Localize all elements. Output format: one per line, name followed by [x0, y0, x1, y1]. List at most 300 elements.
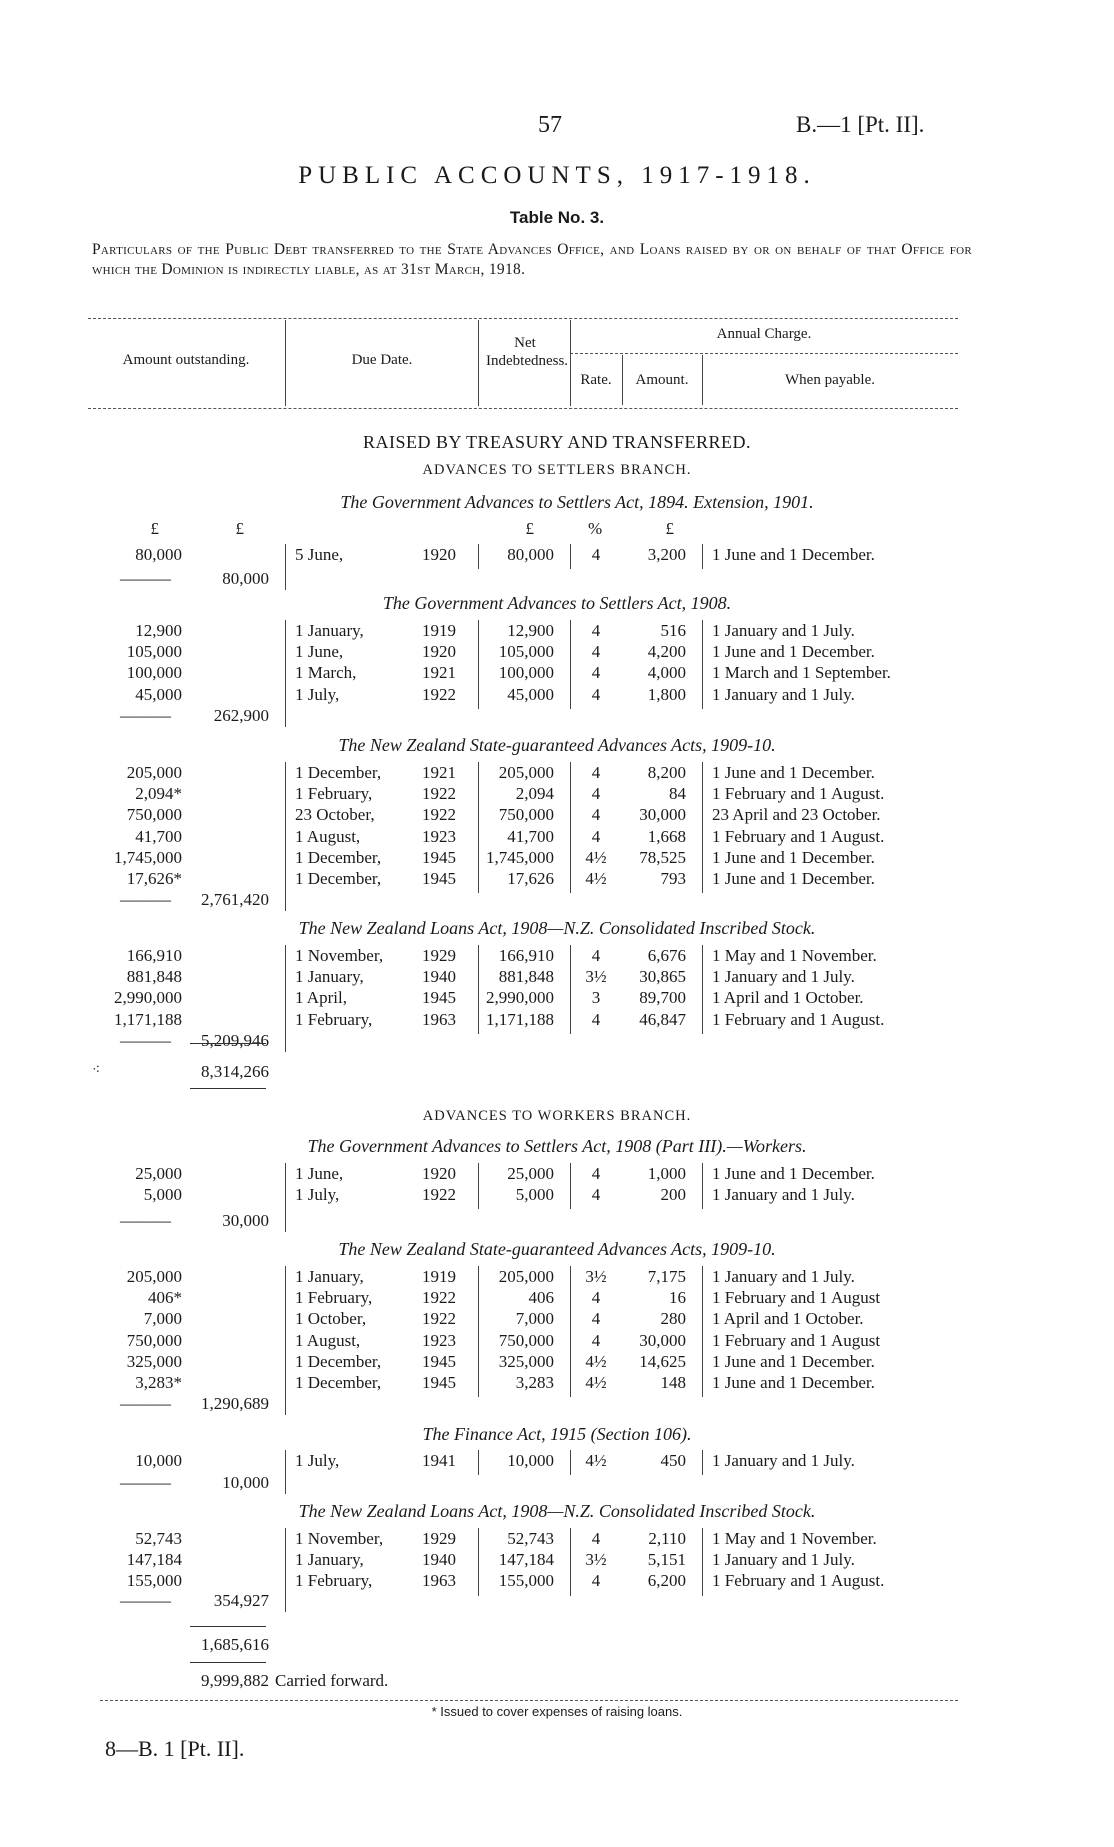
amount-outstanding: 166,910 — [126, 946, 182, 965]
unit-pound-amount: £ — [665, 519, 674, 538]
subtotal-value: 80,000 — [222, 569, 269, 588]
due-year: 1919 — [422, 621, 456, 640]
amount-outstanding: 881,848 — [126, 967, 182, 987]
row-separator — [702, 1528, 703, 1596]
workers-branch-total: 1,685,616 — [201, 1635, 269, 1654]
annual-amount: 30,000 — [639, 805, 686, 825]
heading-raised-by-treasury: RAISED BY TREASURY AND TRANSFERRED. — [362, 432, 752, 452]
net-indebtedness: 105,000 — [498, 642, 554, 662]
due-year: 1922 — [422, 1185, 456, 1205]
header-bottom-rule — [88, 408, 958, 409]
when-payable: 1 January and 1 July. — [712, 684, 855, 704]
subtotal-value: 30,000 — [222, 1211, 269, 1230]
rate: 4 — [591, 784, 601, 804]
row-separator — [570, 1266, 571, 1397]
subtotal-dash: ——— — [120, 1591, 171, 1610]
rate: 3½ — [585, 1267, 607, 1286]
annual-amount: 84 — [669, 784, 686, 804]
col-amount-outstanding: Amount outstanding. — [122, 352, 250, 368]
due-year: 1920 — [422, 642, 456, 662]
due-year: 1963 — [422, 1009, 456, 1029]
row-separator — [285, 1450, 286, 1494]
annual-amount: 6,676 — [647, 946, 686, 965]
due-day: 5 June, — [295, 545, 344, 564]
table-row — [0, 1450, 1114, 1472]
net-indebtedness: 750,000 — [498, 1330, 554, 1350]
subtotal-row — [0, 1210, 1114, 1232]
settlers-branch-total: 8,314,266 — [201, 1062, 269, 1081]
rate: 4 — [591, 805, 601, 825]
subtotal-dash: ——— — [120, 1394, 171, 1413]
row-separator — [570, 945, 571, 1034]
table-row — [0, 1287, 1114, 1309]
net-indebtedness: 52,743 — [507, 1529, 554, 1548]
net-indebtedness: 2,990,000 — [486, 988, 554, 1008]
rate: 4 — [591, 1009, 601, 1029]
amount-outstanding: 3,283* — [135, 1373, 182, 1392]
unit-pound-net: £ — [525, 519, 534, 538]
row-separator — [285, 620, 286, 727]
amount-outstanding: 12,900 — [135, 621, 182, 640]
due-year: 1922 — [422, 784, 456, 804]
net-indebtedness: 205,000 — [498, 763, 554, 782]
subtotal-value: 354,927 — [213, 1591, 269, 1610]
table-row — [0, 762, 1114, 784]
subtotal-value: 262,900 — [213, 706, 269, 725]
annual-amount: 46,847 — [639, 1009, 686, 1029]
when-payable: 1 January and 1 July. — [712, 621, 855, 640]
row-separator — [478, 544, 479, 569]
due-year: 1945 — [422, 1351, 456, 1371]
amount-outstanding: 750,000 — [126, 1330, 182, 1350]
table-row — [0, 804, 1114, 826]
due-day: 1 April, — [295, 988, 347, 1008]
net-indebtedness: 7,000 — [515, 1309, 554, 1329]
unit-pound-outstanding: £ — [150, 519, 159, 538]
row-separator — [285, 1266, 286, 1415]
annual-amount: 3,200 — [647, 545, 686, 564]
due-year: 1941 — [422, 1451, 456, 1470]
subtotal-row — [0, 568, 1114, 590]
net-indebtedness: 80,000 — [507, 545, 554, 564]
annual-amount: 516 — [660, 621, 686, 640]
due-year: 1921 — [422, 663, 456, 683]
subtotal-row — [0, 705, 1114, 727]
when-payable: 1 January and 1 July. — [712, 1267, 855, 1286]
net-indebtedness: 10,000 — [507, 1451, 554, 1470]
due-year: 1945 — [422, 1373, 456, 1392]
due-day: 1 July, — [295, 1451, 340, 1470]
annual-amount: 14,625 — [639, 1351, 686, 1371]
when-payable: 1 February and 1 August — [712, 1330, 881, 1350]
col-when-payable: When payable. — [785, 372, 875, 388]
amount-outstanding: 205,000 — [126, 763, 182, 782]
annual-amount: 4,000 — [647, 663, 686, 683]
amount-outstanding: 325,000 — [126, 1351, 182, 1371]
row-separator — [570, 620, 571, 709]
net-indebtedness: 17,626 — [507, 869, 554, 888]
table-row — [0, 847, 1114, 869]
heading-workers-branch: ADVANCES TO WORKERS BRANCH. — [422, 1108, 692, 1124]
table-row — [0, 1163, 1114, 1185]
amount-outstanding: 52,743 — [135, 1529, 182, 1548]
annual-amount: 16 — [669, 1288, 686, 1308]
net-indebtedness: 750,000 — [498, 805, 554, 825]
marker-glyph: ⁖ — [92, 1063, 101, 1078]
net-indebtedness: 406 — [528, 1288, 554, 1308]
subtotal-row — [0, 1030, 1114, 1052]
net-indebtedness: 325,000 — [498, 1351, 554, 1371]
table-row — [0, 1549, 1114, 1571]
due-day: 1 February, — [295, 1571, 373, 1591]
amount-outstanding: 2,094* — [135, 784, 182, 804]
when-payable: 1 May and 1 November. — [712, 946, 877, 965]
when-payable: 1 June and 1 December. — [712, 763, 875, 782]
when-payable: 1 April and 1 October. — [712, 1309, 864, 1329]
due-year: 1923 — [422, 826, 456, 846]
due-day: 1 November, — [295, 946, 384, 965]
section-title-loans-act-2: The New Zealand Loans Act, 1908—N.Z. Consolidated Inscribed Stock. — [298, 1501, 816, 1521]
section-title-state-guaranteed-2: The New Zealand State-guaranteed Advances Acts, 1909-10. — [338, 1239, 776, 1259]
due-year: 1929 — [422, 1529, 456, 1548]
amount-outstanding: 100,000 — [126, 663, 182, 683]
net-indebtedness: 25,000 — [507, 1164, 554, 1183]
table-row — [0, 868, 1114, 890]
when-payable: 1 March and 1 September. — [712, 663, 891, 683]
subtotal-dash: ——— — [120, 890, 171, 909]
amount-outstanding: 10,000 — [135, 1451, 182, 1470]
table-row — [0, 987, 1114, 1009]
due-day: 1 July, — [295, 1185, 340, 1205]
section-title-finance-act: The Finance Act, 1915 (Section 106). — [422, 1424, 692, 1444]
when-payable: 1 June and 1 December. — [712, 642, 875, 662]
when-payable: 1 June and 1 December. — [712, 847, 875, 867]
when-payable: 1 February and 1 August. — [712, 826, 885, 846]
due-year: 1940 — [422, 1550, 456, 1570]
due-day: 1 January, — [295, 621, 364, 640]
due-year: 1945 — [422, 847, 456, 867]
due-year: 1945 — [422, 988, 456, 1008]
row-separator — [570, 762, 571, 893]
amount-outstanding: 7,000 — [143, 1309, 182, 1329]
row-separator — [702, 1266, 703, 1397]
table-row — [0, 1308, 1114, 1330]
table-row — [0, 1184, 1114, 1206]
workers-total-rule-bottom — [190, 1662, 266, 1663]
amount-outstanding: 41,700 — [135, 826, 182, 846]
due-year: 1920 — [422, 1164, 456, 1183]
when-payable: 1 February and 1 August. — [712, 784, 885, 804]
row-separator — [570, 1450, 571, 1475]
rate: 4 — [591, 684, 601, 704]
carried-forward-value: 9,999,882 — [201, 1671, 269, 1690]
col-amount: Amount. — [635, 372, 689, 388]
net-indebtedness: 45,000 — [507, 684, 554, 704]
section-title-settlers-1894: The Government Advances to Settlers Act, 1894. Extension, 1901. — [340, 492, 814, 512]
col-due-date: Due Date. — [351, 352, 413, 368]
due-day: 1 January, — [295, 1267, 364, 1286]
row-separator — [702, 620, 703, 709]
rate: 4½ — [585, 847, 607, 867]
row-separator — [285, 762, 286, 911]
rate: 4 — [591, 826, 601, 846]
rate: 4½ — [585, 869, 607, 888]
due-year: 1920 — [422, 545, 456, 564]
rate: 4 — [591, 1309, 601, 1329]
col-net-indebtedness: Net Indebtedness. — [486, 335, 569, 369]
due-year: 1963 — [422, 1571, 456, 1591]
table-row — [0, 1330, 1114, 1352]
amount-outstanding: 205,000 — [126, 1267, 182, 1286]
carried-forward-label: Carried forward. — [275, 1671, 389, 1690]
amount-outstanding: 1,171,188 — [114, 1009, 182, 1029]
rate: 4½ — [585, 1373, 607, 1392]
when-payable: 1 June and 1 December. — [712, 1164, 875, 1183]
due-day: 1 February, — [295, 1009, 373, 1029]
row-separator — [478, 1266, 479, 1397]
table-row — [0, 544, 1114, 566]
net-indebtedness: 1,745,000 — [486, 847, 554, 867]
table-row — [0, 1372, 1114, 1394]
when-payable: 23 April and 23 October. — [712, 805, 881, 825]
due-day: 1 November, — [295, 1529, 384, 1548]
when-payable: 1 June and 1 December. — [712, 545, 875, 564]
net-indebtedness: 1,171,188 — [486, 1009, 554, 1029]
due-day: 1 October, — [295, 1309, 367, 1329]
annual-amount: 30,865 — [639, 967, 686, 987]
table-title: Table No. 3. — [509, 208, 605, 227]
table-row — [0, 684, 1114, 706]
when-payable: 1 June and 1 December. — [712, 869, 875, 888]
annual-amount: 78,525 — [639, 847, 686, 867]
section-title-settlers-1908: The Government Advances to Settlers Act, 1908. — [382, 593, 732, 613]
rate: 4 — [591, 1288, 601, 1308]
subtotal-row — [0, 1393, 1114, 1415]
due-year: 1929 — [422, 946, 456, 965]
annual-amount: 1,800 — [647, 684, 686, 704]
subtotal-row — [0, 889, 1114, 911]
subtotal-row — [0, 1472, 1114, 1494]
subtotal-value: 1,290,689 — [201, 1394, 269, 1413]
annual-amount: 5,151 — [647, 1550, 686, 1570]
amount-outstanding: 750,000 — [126, 805, 182, 825]
row-separator — [702, 762, 703, 893]
unit-pound-subtotal: £ — [235, 519, 244, 538]
net-indebtedness: 3,283 — [515, 1373, 554, 1392]
table-row — [0, 783, 1114, 805]
when-payable: 1 April and 1 October. — [712, 988, 864, 1008]
when-payable: 1 June and 1 December. — [712, 1373, 875, 1392]
subtotal-value: 2,761,420 — [201, 890, 269, 909]
table-row — [0, 1266, 1114, 1288]
table-row — [0, 826, 1114, 848]
due-year: 1945 — [422, 869, 456, 888]
rate: 4 — [591, 1164, 601, 1183]
row-separator — [702, 1450, 703, 1475]
amount-outstanding: 17,626* — [126, 869, 182, 888]
subtotal-dash: ——— — [120, 569, 171, 588]
subtotal-dash: ——— — [120, 1473, 171, 1492]
annual-amount: 89,700 — [639, 988, 686, 1008]
amount-outstanding: 105,000 — [126, 642, 182, 662]
amount-outstanding: 45,000 — [135, 684, 182, 704]
subtotal-value: 5,209,946 — [201, 1031, 269, 1050]
due-day: 1 February, — [295, 1288, 373, 1308]
section-title-workers: The Government Advances to Settlers Act, 1908 (Part III).—Workers. — [307, 1136, 807, 1156]
rate: 4 — [591, 545, 601, 564]
row-separator — [478, 1528, 479, 1596]
branch-total-rule-top — [190, 1043, 266, 1044]
amount-outstanding: 147,184 — [126, 1550, 182, 1570]
due-year: 1922 — [422, 1309, 456, 1329]
due-year: 1919 — [422, 1267, 456, 1286]
net-indebtedness: 147,184 — [498, 1550, 554, 1570]
net-indebtedness: 2,094 — [515, 784, 554, 804]
row-separator — [285, 1528, 286, 1612]
when-payable: 1 January and 1 July. — [712, 1550, 855, 1570]
subtotal-dash: ——— — [120, 1211, 171, 1230]
due-day: 1 February, — [295, 784, 373, 804]
due-year: 1922 — [422, 805, 456, 825]
rate: 3 — [591, 988, 601, 1008]
rate: 4 — [591, 1330, 601, 1350]
annual-amount: 6,200 — [647, 1571, 686, 1591]
amount-outstanding: 25,000 — [135, 1164, 182, 1183]
col-sep-2 — [478, 320, 479, 406]
due-day: 1 June, — [295, 1164, 344, 1183]
table-row — [0, 641, 1114, 663]
table-row — [0, 620, 1114, 642]
when-payable: 1 February and 1 August — [712, 1288, 881, 1308]
annual-amount: 8,200 — [647, 763, 686, 782]
rate: 4 — [591, 763, 601, 782]
heading-settlers-branch: ADVANCES TO SETTLERS BRANCH. — [422, 462, 692, 478]
row-separator — [285, 1163, 286, 1232]
due-day: 1 December, — [295, 1373, 382, 1392]
due-day: 1 January, — [295, 967, 364, 987]
subtotal-row — [0, 1590, 1114, 1612]
due-day: 1 June, — [295, 642, 344, 662]
due-day: 1 August, — [295, 826, 361, 846]
when-payable: 1 January and 1 July. — [712, 967, 855, 987]
table-row — [0, 1009, 1114, 1031]
table-row — [0, 1351, 1114, 1373]
row-separator — [702, 544, 703, 569]
amount-outstanding: 406* — [148, 1288, 182, 1308]
rate: 4 — [591, 1571, 601, 1591]
row-separator — [702, 945, 703, 1034]
annual-amount: 1,000 — [647, 1164, 686, 1183]
net-indebtedness: 205,000 — [498, 1267, 554, 1286]
due-year: 1940 — [422, 967, 456, 987]
table-row — [0, 1528, 1114, 1550]
row-separator — [570, 1163, 571, 1209]
annual-charge-rule — [570, 353, 958, 354]
when-payable: 1 June and 1 December. — [712, 1351, 875, 1371]
annual-amount: 450 — [660, 1451, 686, 1470]
col-annual-charge: Annual Charge. — [716, 326, 812, 342]
annual-amount: 793 — [660, 869, 686, 888]
due-day: 1 January, — [295, 1550, 364, 1570]
net-indebtedness: 155,000 — [498, 1571, 554, 1591]
row-separator — [285, 945, 286, 1052]
when-payable: 1 May and 1 November. — [712, 1529, 877, 1548]
due-year: 1922 — [422, 684, 456, 704]
due-year: 1921 — [422, 763, 456, 782]
row-separator — [702, 1163, 703, 1209]
page-title: PUBLIC ACCOUNTS, 1917-1918. — [298, 162, 816, 189]
table-row — [0, 945, 1114, 967]
row-separator — [478, 1163, 479, 1209]
rate: 4 — [591, 1529, 601, 1548]
due-day: 1 August, — [295, 1330, 361, 1350]
annual-amount: 280 — [660, 1309, 686, 1329]
due-year: 1923 — [422, 1330, 456, 1350]
section-title-loans-act-1: The New Zealand Loans Act, 1908—N.Z. Consolidated Inscribed Stock. — [298, 918, 816, 938]
subtotal-value: 10,000 — [222, 1473, 269, 1492]
branch-total-rule-bottom — [190, 1088, 266, 1089]
due-year: 1922 — [422, 1288, 456, 1308]
annual-amount: 1,668 — [647, 826, 686, 846]
when-payable: 1 January and 1 July. — [712, 1451, 855, 1470]
due-day: 1 March, — [295, 663, 357, 683]
amount-outstanding: 1,745,000 — [114, 847, 182, 867]
footnote-rule — [100, 1700, 958, 1701]
due-day: 1 December, — [295, 847, 382, 867]
row-separator — [570, 544, 571, 569]
col-rate: Rate. — [580, 372, 612, 388]
rate: 4 — [591, 1185, 601, 1205]
row-separator — [478, 762, 479, 893]
net-indebtedness: 5,000 — [515, 1185, 554, 1205]
header-top-rule — [88, 318, 958, 319]
workers-total-rule-top — [190, 1626, 266, 1627]
annual-amount: 148 — [660, 1373, 686, 1392]
rate: 4½ — [585, 1351, 607, 1371]
annual-amount: 7,175 — [647, 1267, 686, 1286]
due-day: 23 October, — [295, 805, 375, 825]
table-row — [0, 662, 1114, 684]
when-payable: 1 February and 1 August. — [712, 1009, 885, 1029]
table-description: Particulars of the Public Debt transferred to the State Advances Office, and Loans raised by or on behalf of that Office for which the Dominion is indirectly liable, as at 31st March, 1918. — [92, 241, 972, 278]
annual-amount: 30,000 — [639, 1330, 686, 1350]
net-indebtedness: 100,000 — [498, 663, 554, 683]
rate: 3½ — [585, 1550, 607, 1570]
due-day: 1 December, — [295, 869, 382, 888]
row-separator — [478, 1450, 479, 1475]
unit-percent: % — [588, 519, 603, 538]
amount-outstanding: 5,000 — [143, 1185, 182, 1205]
net-indebtedness: 166,910 — [498, 946, 554, 965]
annual-amount: 200 — [660, 1185, 686, 1205]
due-day: 1 December, — [295, 1351, 382, 1371]
when-payable: 1 January and 1 July. — [712, 1185, 855, 1205]
rate: 4 — [591, 621, 601, 640]
rate: 4½ — [585, 1451, 607, 1470]
rate: 4 — [591, 946, 601, 965]
when-payable: 1 February and 1 August. — [712, 1571, 885, 1591]
footer-reference: 8—B. 1 [Pt. II]. — [105, 1736, 245, 1761]
rate: 4 — [591, 642, 601, 662]
rate: 4 — [591, 663, 601, 683]
subtotal-dash: ——— — [120, 706, 171, 725]
amount-outstanding: 80,000 — [135, 545, 182, 564]
rate: 3½ — [585, 967, 607, 987]
units-row — [0, 518, 1114, 540]
table-row — [0, 966, 1114, 988]
amount-outstanding: 155,000 — [126, 1571, 182, 1591]
due-day: 1 July, — [295, 684, 340, 704]
